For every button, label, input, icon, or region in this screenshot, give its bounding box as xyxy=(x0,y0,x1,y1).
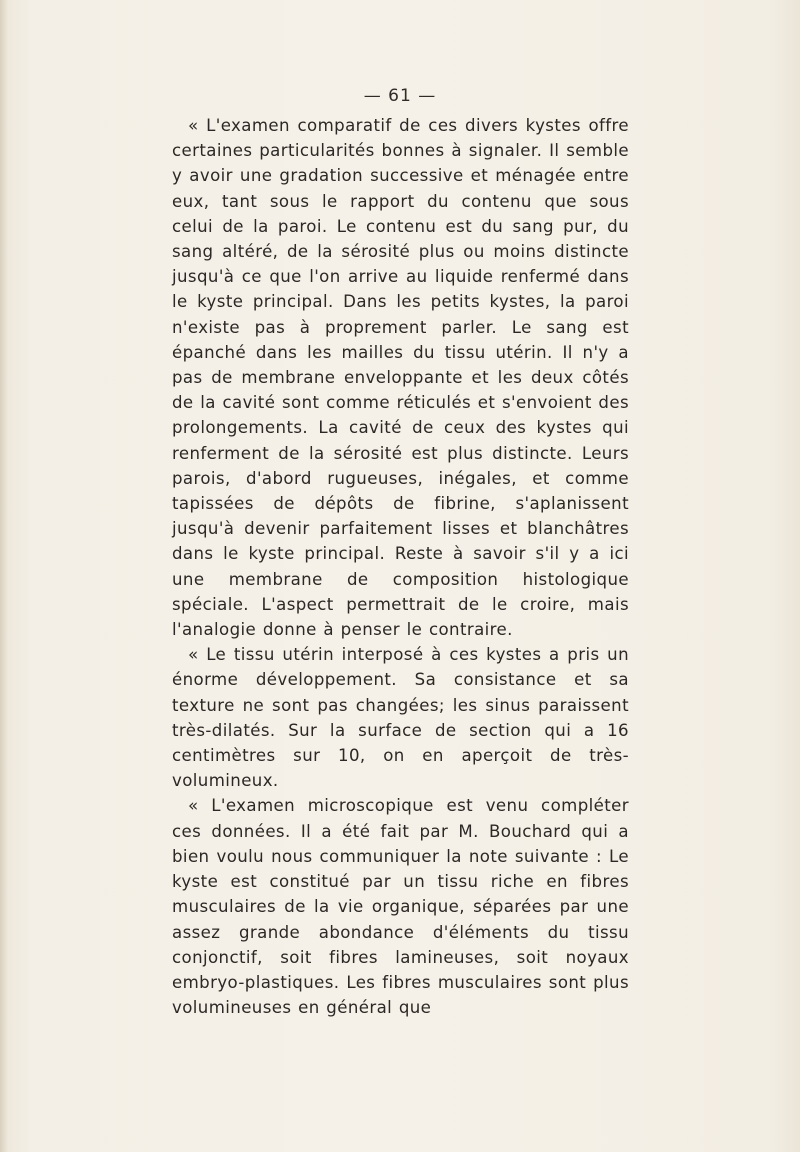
binding-edge xyxy=(0,0,8,1152)
paragraph-2: « Le tissu utérin interposé à ces kystes a pris un énorme développement. Sa consistance et sa texture ne sont pas changées; les sinus paraissent très-dilatés. Sur la surface de section qui a 16 centimètres sur 10, on en aperçoit de très-volumineux. xyxy=(172,645,629,791)
paragraph-3: « L'examen microscopique est venu compléter ces données. Il a été fait par M. Bouchard qui a bien voulu nous communiquer la note suivante : Le kyste est constitué par un tissu riche en fibres musculaires de la vie organique, séparées par une assez grande abondance d'éléments du tissu conjonctif, soit fibres lamineuses, soit noyaux embryo-plastiques. Les fibres musculaires sont plus volumineuses en général que xyxy=(172,796,629,1018)
paragraph-1: « L'examen comparatif de ces divers kystes offre certaines particularités bonnes à signaler. Il semble y avoir une gradation successive et ménagée entre eux, tant sous le rapport du contenu que sous celui de la paroi. Le contenu est du sang pur, du sang altéré, de la sérosité plus ou moins distincte jusqu'à ce que l'on arrive au liquide renfermé dans le kyste principal. Dans les petits kystes, la paroi n'existe pas à proprement parler. Le sang est épanché dans les mailles du tissu utérin. Il n'y a pas de membrane enveloppante et les deux côtés de la cavité sont comme réticulés et s'envoient des prolongements. La cavité de ceux des kystes qui renferment de la sérosité est plus distincte. Leurs parois, d'abord rugueuses, inégales, et comme tapissées de dépôts de fibrine, s'aplanissent jusqu'à devenir parfaitement lisses et blanchâtres dans le kyste principal. Reste à savoir s'il y a ici une membrane de composition histologique spéciale. L'aspect permettrait de le croire, mais l'analogie donne à penser le contraire. xyxy=(172,116,629,640)
page-number: — 61 — xyxy=(363,86,437,106)
body-text xyxy=(172,113,629,1020)
